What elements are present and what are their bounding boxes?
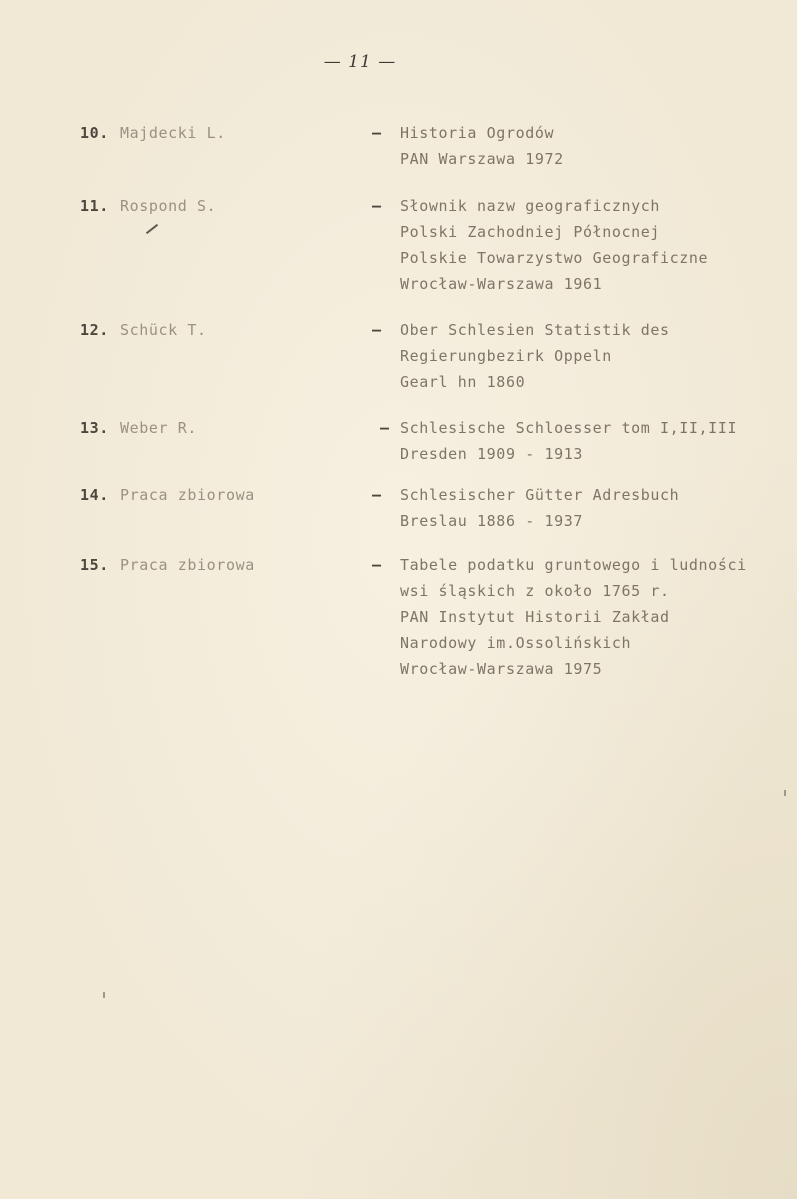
paper-speck (784, 790, 786, 796)
entry-author: Weber R. (120, 419, 198, 437)
entry-title-block (400, 415, 790, 467)
entry-line: Polski Zachodniej Północnej (400, 223, 661, 241)
paper-speck (103, 992, 105, 998)
entry-number: 13. (80, 419, 109, 437)
entry-author: Praca zbiorowa (120, 556, 255, 574)
entry-line: Narodowy im.Ossolińskich (400, 634, 632, 652)
page-number: — 11 — (323, 52, 397, 72)
entry-line: Dresden 1909 - 1913 (400, 445, 583, 463)
entry-line: Wrocław-Warszawa 1975 (400, 660, 603, 678)
entry-title-block (400, 317, 790, 395)
entry-dash: – (372, 197, 382, 215)
entry-number: 11. (80, 197, 109, 215)
entry-number: 12. (80, 321, 109, 339)
entry-line: Gearl hn 1860 (400, 373, 526, 391)
entry-line: Regierungbezirk Oppeln (400, 347, 612, 365)
entry-dash: – (372, 486, 382, 504)
entry-title-block (400, 193, 790, 297)
entry-number: 10. (80, 124, 109, 142)
pen-tick-mark (146, 224, 158, 234)
entry-line: PAN Instytut Historii Zakład (400, 608, 670, 626)
entry-line: PAN Warszawa 1972 (400, 150, 564, 168)
entry-line: Breslau 1886 - 1937 (400, 512, 583, 530)
entry-dash: – (372, 321, 382, 339)
entry-author: Majdecki L. (120, 124, 226, 142)
entry-line: Słownik nazw geograficznych (400, 197, 661, 215)
entry-line: Schlesische Schloesser tom I,II,III (400, 419, 738, 437)
entry-line: Ober Schlesien Statistik des (400, 321, 670, 339)
entry-title-block (400, 482, 790, 534)
entry-dash: – (372, 556, 382, 574)
entry-number: 14. (80, 486, 109, 504)
entry-author: Rospond S. (120, 197, 217, 215)
entry-title-block (400, 120, 790, 172)
entry-line: wsi śląskich z około 1765 r. (400, 582, 670, 600)
entry-number: 15. (80, 556, 109, 574)
entry-line: Polskie Towarzystwo Geograficzne (400, 249, 709, 267)
entry-title-block (400, 552, 790, 682)
entry-author: Schück T. (120, 321, 207, 339)
entry-dash: – (380, 419, 390, 437)
entry-line: Schlesischer Gütter Adresbuch (400, 486, 680, 504)
entry-line: Historia Ogrodów (400, 124, 555, 142)
entry-line: Wrocław-Warszawa 1961 (400, 275, 603, 293)
entry-dash: – (372, 124, 382, 142)
entry-line: Tabele podatku gruntowego i ludności (400, 556, 747, 574)
entry-author: Praca zbiorowa (120, 486, 255, 504)
